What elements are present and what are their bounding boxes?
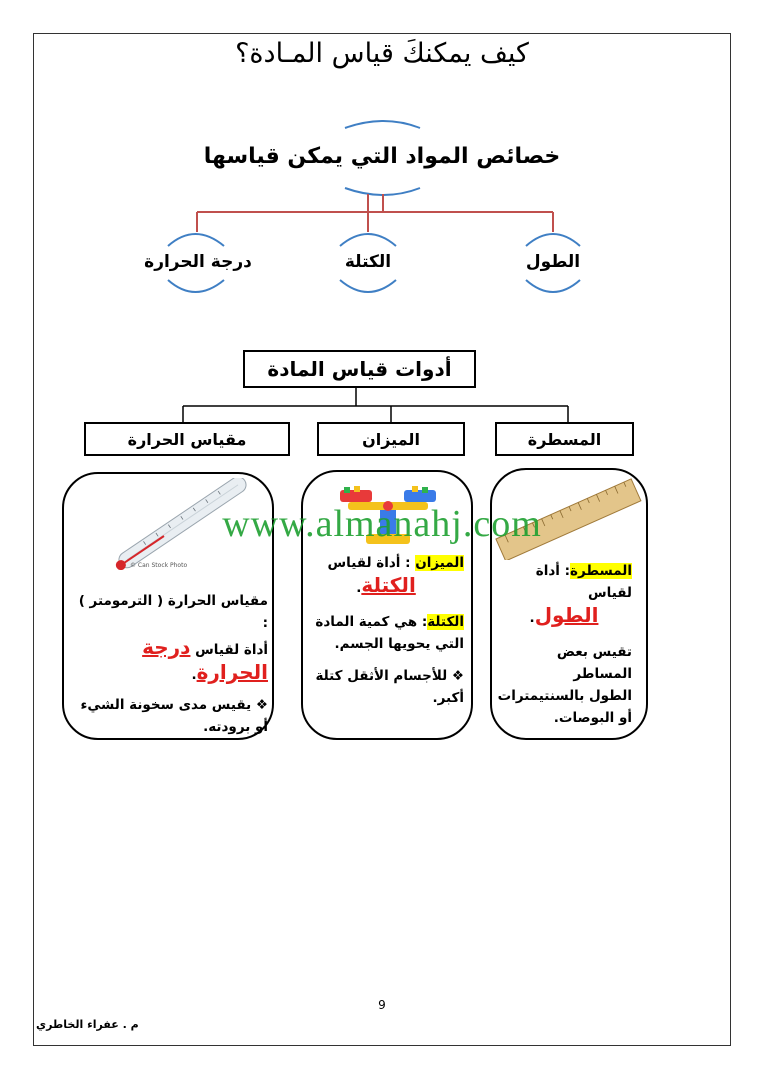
mass-top-arc	[340, 234, 396, 246]
thermometer-line2-prefix: أداة لقياس	[190, 642, 268, 658]
heading-bottom-arc	[345, 188, 420, 195]
thermometer-text	[72, 590, 268, 738]
ruler-text-1: تقيس بعض المساطر	[556, 644, 632, 682]
balance-label-highlight: الميزان	[415, 555, 464, 571]
author-name: م . عفراء الخاطري	[36, 1018, 139, 1031]
tool-label-thermometer: مقياس الحرارة	[127, 429, 247, 449]
property-mass: الكتلة	[344, 252, 392, 272]
page-number: 9	[378, 998, 386, 1012]
balance-bullet-icon: ❖	[451, 668, 464, 684]
property-temperature: درجة الحرارة	[144, 252, 252, 272]
ruler-keyword: الطول	[534, 603, 599, 627]
tool-label-ruler: المسطرة	[527, 429, 602, 449]
thermometer-bullet-icon: ❖	[255, 697, 268, 713]
ruler-label-rest: : أداة لقياس	[535, 563, 632, 601]
tool-box-thermometer	[84, 422, 290, 456]
properties-heading: خصائص المواد التي يمكن قياسها	[203, 144, 561, 169]
tools-heading: أدوات قياس المادة	[267, 357, 452, 381]
ruler-text	[496, 560, 632, 729]
temp-top-arc	[168, 234, 224, 246]
balance-bullet-text-1: للأجسام الأثقل كتلة	[315, 668, 448, 684]
thermometer-bullet-text-1: يقيس مدى سخونة الشيء	[80, 697, 252, 713]
thermometer-keyword: درجة الحرارة	[142, 635, 268, 684]
branch-lines	[197, 194, 553, 232]
mass-definition-rest-2: التي يحويها الجسم.	[334, 636, 464, 652]
balance-text	[308, 552, 464, 709]
length-bottom-arc	[526, 280, 580, 292]
balance-label-rest: : أداة لقياس	[327, 555, 416, 571]
property-length: الطول	[525, 252, 581, 272]
heading-top-arc	[345, 121, 420, 128]
balance-keyword: الكتلة	[361, 573, 416, 597]
thermometer-caption: © Can Stock Photo	[130, 562, 188, 569]
watermark: www.almanahj.com	[222, 503, 542, 545]
balance-keyword-suffix: .	[356, 580, 362, 596]
tool-label-balance: الميزان	[362, 429, 420, 449]
ruler-label-highlight: المسطرة	[569, 563, 632, 579]
thermometer-bullet-text-2: أو برودته.	[203, 719, 268, 735]
mass-bottom-arc	[340, 280, 396, 292]
tools-heading-box	[243, 350, 476, 388]
thermometer-line1: مقياس الحرارة ( الترمومتر ) :	[78, 593, 268, 631]
length-top-arc	[526, 234, 580, 246]
ruler-text-2: الطول بالسنتيمترات	[497, 688, 632, 704]
balance-bullet-text-2: أكبر.	[432, 690, 464, 706]
thermometer-line2-suffix: .	[191, 667, 197, 683]
mass-definition-rest-1: : هي كمية المادة	[315, 614, 428, 630]
temp-bottom-arc	[168, 280, 224, 292]
tool-box-ruler	[495, 422, 634, 456]
tool-box-balance	[317, 422, 465, 456]
page-title: كيف يمكنكَ قياس المـادة؟	[235, 38, 529, 69]
ruler-keyword-suffix: .	[529, 610, 535, 626]
ruler-text-3: أو البوصات.	[553, 710, 632, 726]
mass-definition-highlight: الكتلة	[427, 614, 464, 630]
